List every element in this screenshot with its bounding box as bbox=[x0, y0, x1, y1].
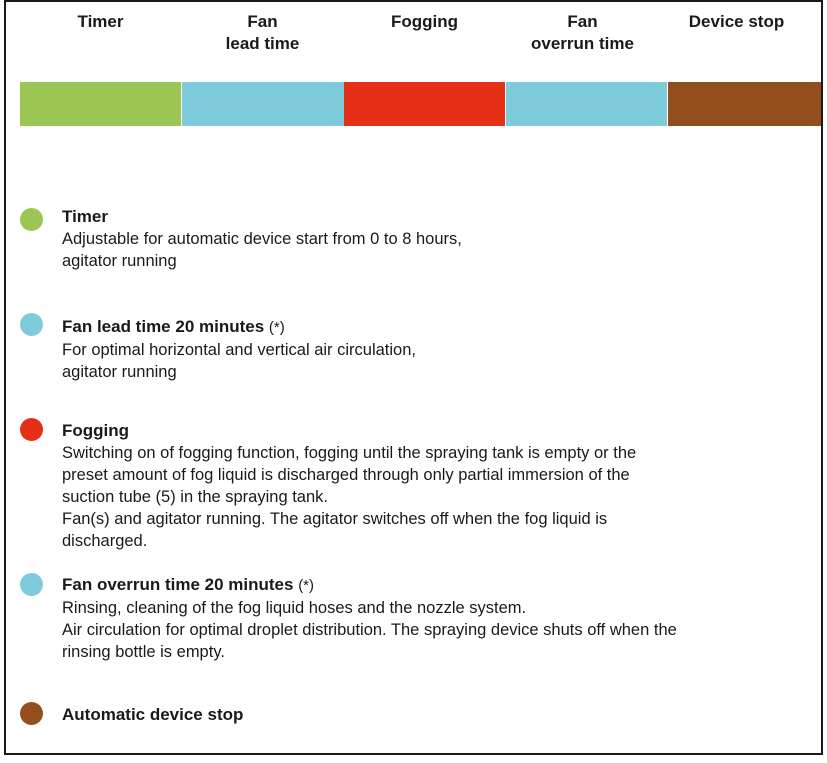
phase-header-device-stop: Device stop bbox=[688, 12, 785, 31]
legend-item-fan-overrun-time bbox=[62, 574, 782, 663]
timeline-segment-fan-lead-time bbox=[182, 82, 344, 126]
timeline-segment-fan-overrun-time bbox=[505, 82, 667, 126]
legend-title bbox=[62, 206, 782, 228]
timeline-segment-device-stop bbox=[667, 82, 821, 126]
legend-dot-device-stop bbox=[20, 702, 43, 725]
timeline-divider bbox=[505, 82, 506, 126]
legend-title-text: Automatic device stop bbox=[62, 705, 244, 724]
legend-description: For optimal horizontal and vertical air circulation, agitator running bbox=[62, 341, 416, 381]
legend-description: Switching on of fogging function, fogging until the spraying tank is empty or the preset amount of fog liquid is discharged through only partial immersion of the suction tube (5) in the spraying tank. Fan(s) and agitator running. The agitator switches off when the fog liquid is discharged. bbox=[62, 444, 637, 550]
legend-title-text: Fan lead time 20 minutes bbox=[62, 317, 265, 336]
phase-header-fan-lead-time: Fan lead time bbox=[225, 12, 300, 53]
legend-dot-fan-lead-time bbox=[20, 313, 43, 336]
phase-header-fan-overrun-time: Fan overrun time bbox=[531, 12, 634, 53]
legend-item-fogging bbox=[62, 420, 782, 552]
legend-title bbox=[62, 316, 782, 339]
legend-title bbox=[62, 420, 782, 442]
legend-note: (*) bbox=[268, 319, 285, 336]
legend-description: Adjustable for automatic device start from 0 to 8 hours, agitator running bbox=[62, 230, 462, 270]
legend-note: (*) bbox=[298, 577, 315, 594]
legend-dot-timer bbox=[20, 208, 43, 231]
phase-header-fogging: Fogging bbox=[390, 12, 459, 31]
timeline-segment-timer bbox=[20, 82, 182, 126]
legend-title-text: Fogging bbox=[62, 421, 130, 440]
legend-title-text: Timer bbox=[62, 207, 108, 226]
timeline-segment-fogging bbox=[344, 82, 505, 126]
timeline-divider bbox=[667, 82, 668, 126]
legend-title bbox=[62, 704, 782, 726]
legend-item-fan-lead-time bbox=[62, 316, 782, 383]
legend-item-device-stop bbox=[62, 704, 782, 726]
legend-title bbox=[62, 574, 782, 597]
timeline-divider bbox=[181, 82, 182, 126]
legend-item-timer bbox=[62, 206, 782, 272]
legend-description: Rinsing, cleaning of the fog liquid hoses and the nozzle system. Air circulation for optimal droplet distribution. The spraying device shuts off when the rinsing bottle is empty. bbox=[62, 599, 677, 661]
legend-dot-fogging bbox=[20, 418, 43, 441]
phase-header-timer: Timer bbox=[77, 12, 124, 31]
legend-title-text: Fan overrun time 20 minutes bbox=[62, 575, 294, 594]
legend-dot-fan-overrun-time bbox=[20, 573, 43, 596]
